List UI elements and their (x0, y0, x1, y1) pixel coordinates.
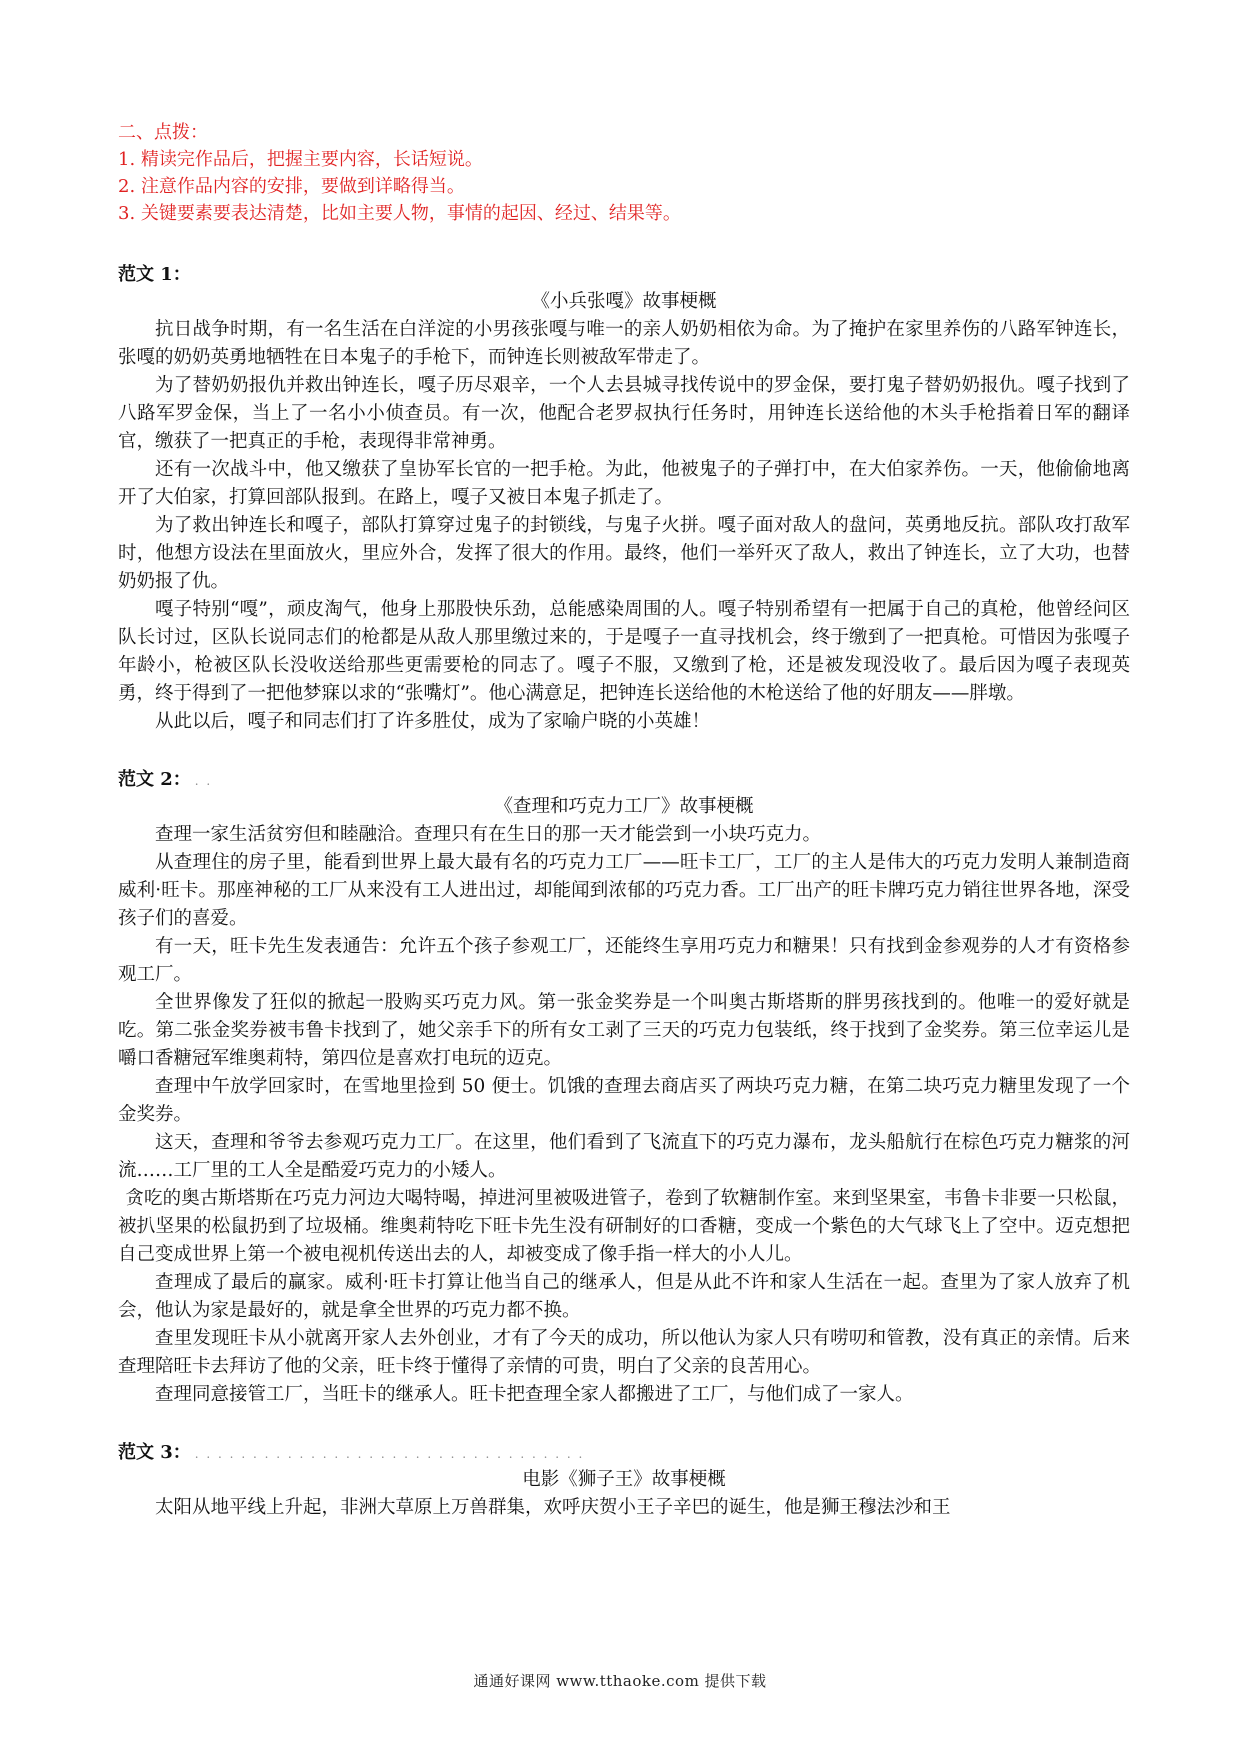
sample-1-paragraph: 为了救出钟连长和嘎子，部队打算穿过鬼子的封锁线，与鬼子火拼。嘎子面对敌人的盘问，英勇地反抗。部队攻打敌军时，他想方设法在里面放火，里应外合，发挥了很大的作用。最终，他们一举歼灭了敌人，救出了钟连长，立了大功，也替奶奶报了仇。 (118, 515, 1130, 592)
sample-3-title: 电影《狮子王》故事梗概 (522, 1469, 726, 1490)
sample-2-paragraph: 查理一家生活贫穷但和睦融洽。查理只有在生日的那一天才能尝到一小块巧克力。 (155, 824, 822, 845)
sample-3-heading-text: 范文 3： (118, 1442, 191, 1463)
sample-3 (118, 1439, 1130, 1522)
sample-2-paragraph: 贪吃的奥古斯塔斯在巧克力河边大喝特喝，掉进河里被吸进管子，卷到了软糖制作室。来到坚果室，韦鲁卡非要一只松鼠，被扒坚果的松鼠扔到了垃圾桶。维奥莉特吃下旺卡先生没有研制好的口香糖，变成一个紫色的大气球飞上了空中。迈克想把自己变成世界上第一个被电视机传送出去的人，却被变成了像手指一样大的小人儿。 (118, 1188, 1130, 1265)
leader-dots: . . (194, 774, 213, 788)
sample-1-paragraph: 还有一次战斗中，他又缴获了皇协军长官的一把手枪。为此，他被鬼子的子弹打中，在大伯家养伤。一天，他偷偷地离开了大伯家，打算回部队报到。在路上，嘎子又被日本鬼子抓走了。 (118, 459, 1130, 508)
sample-2-paragraph: 有一天，旺卡先生发表通告：允许五个孩子参观工厂，还能终生享用巧克力和糖果！只有找到金参观券的人才有资格参观工厂。 (118, 936, 1130, 985)
sample-2-paragraph: 从查理住的房子里，能看到世界上最大最有名的巧克力工厂——旺卡工厂，工厂的主人是伟大的巧克力发明人兼制造商威利·旺卡。那座神秘的工厂从来没有工人进出过，却能闻到浓郁的巧克力香。工厂出产的旺卡牌巧克力销往世界各地，深受孩子们的喜爱。 (118, 852, 1130, 929)
sample-1-heading-text: 范文 1： (118, 264, 191, 285)
tip-item-2: 2. 注意作品内容的安排，要做到详略得当。 (118, 176, 465, 197)
sample-1 (118, 261, 1130, 736)
tips-title: 二、点拨： (118, 122, 208, 143)
document-content (118, 119, 1130, 1522)
sample-2-heading-text: 范文 2： (118, 769, 191, 790)
sample-2-heading (118, 766, 1130, 793)
sample-2-paragraph: 查里发现旺卡从小就离开家人去外创业，才有了今天的成功，所以他认为家人只有唠叨和管教，没有真正的亲情。后来查理陪旺卡去拜访了他的父亲，旺卡终于懂得了亲情的可贵，明白了父亲的良苦用心。 (118, 1328, 1130, 1377)
sample-2-title: 《查理和巧克力工厂》故事梗概 (494, 796, 754, 817)
leader-dots: . . . . . . . . . . . . . . . . . . . . . . . . . . . . . . . . . . (194, 1447, 585, 1461)
sample-2-paragraph: 查理同意接管工厂，当旺卡的继承人。旺卡把查理全家人都搬进了工厂，与他们成了一家人。 (155, 1384, 914, 1405)
tip-item-3: 3. 关键要素要表达清楚，比如主要人物，事情的起因、经过、结果等。 (118, 203, 681, 224)
tip-item-1: 1. 精读完作品后，把握主要内容，长话短说。 (118, 149, 483, 170)
sample-2-paragraph: 全世界像发了狂似的掀起一股购买巧克力风。第一张金奖券是一个叫奥古斯塔斯的胖男孩找到的。他唯一的爱好就是吃。第二张金奖券被韦鲁卡找到了，她父亲手下的所有女工剥了三天的巧克力包装纸，终于找到了金奖券。第三位幸运儿是嚼口香糖冠军维奥莉特，第四位是喜欢打电玩的迈克。 (118, 992, 1130, 1069)
sample-2-paragraph: 查理成了最后的赢家。威利·旺卡打算让他当自己的继承人，但是从此不许和家人生活在一起。查里为了家人放弃了机会，他认为家是最好的，就是拿全世界的巧克力都不换。 (118, 1272, 1130, 1321)
sample-1-paragraph: 嘎子特别“嘎”，顽皮淘气，他身上那股快乐劲，总能感染周围的人。嘎子特别希望有一把属于自己的真枪，他曾经问区队长讨过，区队长说同志们的枪都是从敌人那里缴过来的，于是嘎子一直寻找机会，终于缴到了一把真枪。可惜因为张嘎子年龄小，枪被区队长没收送给那些更需要枪的同志了。嘎子不服，又缴到了枪，还是被发现没收了。最后因为嘎子表现英勇，终于得到了一把他梦寐以求的“张嘴灯”。他心满意足，把钟连长送给他的木枪送给了他的好朋友——胖墩。 (118, 599, 1130, 704)
sample-2-paragraph: 这天，查理和爷爷去参观巧克力工厂。在这里，他们看到了飞流直下的巧克力瀑布，龙头船航行在棕色巧克力糖浆的河流……工厂里的工人全是酷爱巧克力的小矮人。 (118, 1132, 1130, 1181)
sample-2 (118, 766, 1130, 1409)
sample-1-heading (118, 261, 1130, 288)
sample-3-paragraph: 太阳从地平线上升起，非洲大草原上万兽群集，欢呼庆贺小王子辛巴的诞生，他是狮王穆法沙和王 (155, 1497, 951, 1518)
page-footer: 通通好课网 www.tthaoke.com 提供下载 (473, 1672, 767, 1690)
sample-1-paragraph: 抗日战争时期，有一名生活在白洋淀的小男孩张嘎与唯一的亲人奶奶相依为命。为了掩护在家里养伤的八路军钟连长，张嘎的奶奶英勇地牺牲在日本鬼子的手枪下，而钟连长则被敌军带走了。 (118, 319, 1130, 368)
sample-1-paragraph: 从此以后，嘎子和同志们打了许多胜仗，成为了家喻户晓的小英雄！ (155, 711, 711, 732)
sample-1-title: 《小兵张嘎》故事梗概 (531, 291, 717, 312)
tips-section (118, 119, 1130, 227)
sample-2-paragraph: 查理中午放学回家时，在雪地里捡到 50 便士。饥饿的查理去商店买了两块巧克力糖，在第二块巧克力糖里发现了一个金奖券。 (118, 1076, 1130, 1125)
sample-1-paragraph: 为了替奶奶报仇并救出钟连长，嘎子历尽艰辛，一个人去县城寻找传说中的罗金保，要打鬼子替奶奶报仇。嘎子找到了八路军罗金保，当上了一名小小侦查员。有一次，他配合老罗叔执行任务时，用钟连长送给他的木头手枪指着日军的翻译官，缴获了一把真正的手枪，表现得非常神勇。 (118, 375, 1130, 452)
sample-3-heading (118, 1439, 1130, 1466)
